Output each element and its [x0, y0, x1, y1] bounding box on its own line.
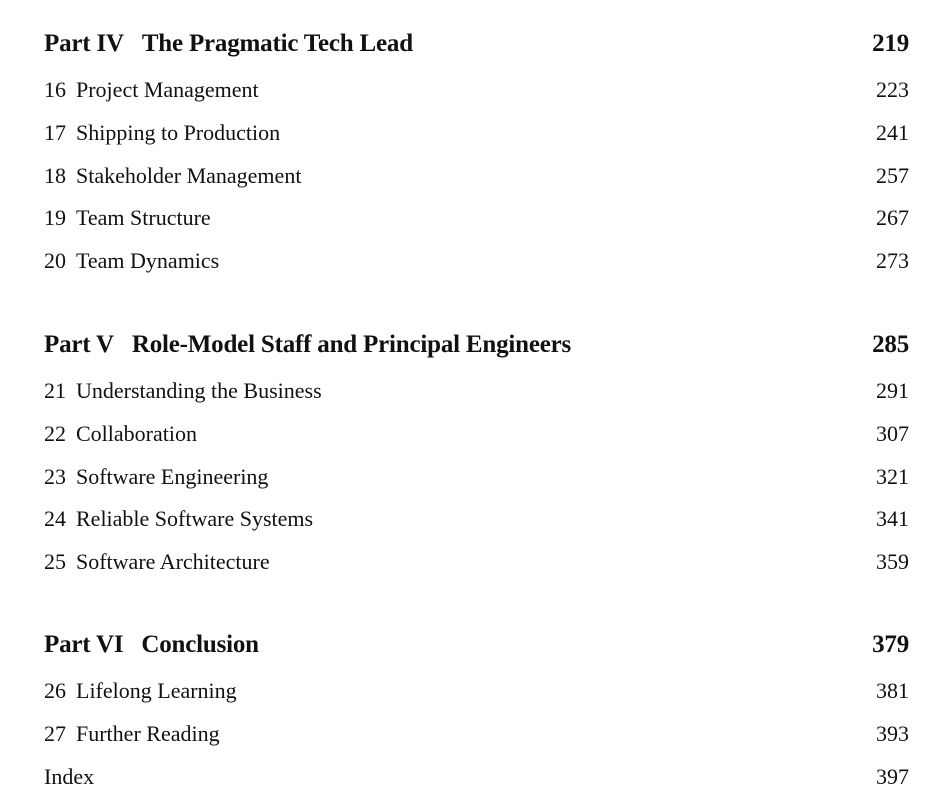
chapter-number: 24 [44, 506, 66, 532]
chapter-entry[interactable] [44, 205, 909, 231]
chapter-number: 21 [44, 378, 66, 403]
chapter-title: Lifelong Learning [76, 678, 237, 703]
chapter-page-number: 321 [876, 463, 909, 489]
chapter-text [44, 248, 219, 274]
chapter-entry[interactable] [44, 506, 909, 532]
chapter-entry[interactable] [44, 464, 909, 490]
part-heading-text [44, 331, 571, 359]
chapter-title: Understanding the Business [76, 378, 322, 403]
chapter-entry[interactable] [44, 549, 909, 575]
index-page-number: 397 [876, 763, 909, 789]
chapter-entry[interactable] [44, 378, 909, 404]
chapter-title: Shipping to Production [76, 119, 281, 145]
chapter-text [44, 163, 301, 189]
part-heading-text [44, 631, 259, 659]
chapter-entry[interactable] [44, 163, 909, 189]
part-title: Conclusion [141, 631, 259, 658]
chapter-entry[interactable] [44, 120, 909, 146]
chapter-title: Reliable Software Systems [76, 506, 314, 532]
part-heading[interactable] [44, 631, 909, 659]
chapter-text [44, 506, 313, 532]
part-label: Part V [44, 331, 114, 358]
chapter-text [44, 378, 322, 404]
chapter-number: 23 [44, 463, 66, 489]
part-heading-text [44, 30, 413, 58]
chapter-entry[interactable] [44, 721, 909, 747]
chapter-number: 18 [44, 162, 66, 188]
chapter-entry[interactable] [44, 248, 909, 274]
chapter-page-number: 223 [876, 77, 909, 102]
chapter-number: 22 [44, 420, 66, 446]
part-title: The Pragmatic Tech Lead [141, 30, 413, 57]
chapter-number: 26 [44, 678, 66, 703]
chapter-text [44, 120, 280, 146]
chapter-page-number: 307 [876, 420, 909, 446]
chapter-number: 16 [44, 77, 66, 102]
index-title: Index [44, 763, 95, 789]
chapter-page-number: 257 [876, 162, 909, 188]
chapter-text [44, 549, 270, 575]
chapter-page-number: 241 [876, 119, 909, 145]
chapter-number: 27 [44, 720, 66, 746]
chapter-number: 20 [44, 248, 66, 274]
part-page-number: 219 [872, 30, 909, 57]
chapter-entry[interactable] [44, 678, 909, 704]
chapter-page-number: 393 [876, 720, 909, 746]
chapter-title: Team Dynamics [76, 248, 220, 274]
chapter-page-number: 341 [876, 506, 909, 532]
chapter-text [44, 721, 220, 747]
chapter-page-number: 267 [876, 205, 909, 231]
chapter-text [44, 77, 259, 103]
chapter-text [44, 678, 237, 704]
chapter-title: Further Reading [76, 720, 220, 746]
chapter-number: 19 [44, 205, 66, 231]
part-label: Part IV [44, 30, 124, 57]
part-heading[interactable] [44, 30, 909, 58]
chapter-title: Project Management [76, 77, 259, 102]
chapter-number: 25 [44, 549, 66, 575]
chapter-page-number: 359 [876, 549, 909, 575]
part-heading[interactable] [44, 331, 909, 359]
chapter-page-number: 273 [876, 248, 909, 274]
chapter-text [44, 464, 268, 490]
chapter-entry[interactable] [44, 421, 909, 447]
chapter-text [44, 421, 197, 447]
part-page-number: 285 [872, 331, 909, 358]
chapter-title: Team Structure [76, 205, 211, 231]
chapter-title: Software Architecture [76, 549, 270, 575]
chapter-title: Collaboration [76, 420, 197, 446]
chapter-page-number: 381 [876, 678, 909, 703]
chapter-entry[interactable] [44, 77, 909, 103]
chapter-text [44, 205, 211, 231]
part-label: Part VI [44, 631, 124, 658]
part-title: Role-Model Staff and Principal Engineers [131, 331, 572, 358]
index-entry[interactable] [44, 764, 909, 790]
chapter-title: Software Engineering [76, 463, 269, 489]
chapter-number: 17 [44, 119, 66, 145]
chapter-page-number: 291 [876, 378, 909, 403]
part-page-number: 379 [872, 631, 909, 658]
chapter-title: Stakeholder Management [76, 162, 302, 188]
